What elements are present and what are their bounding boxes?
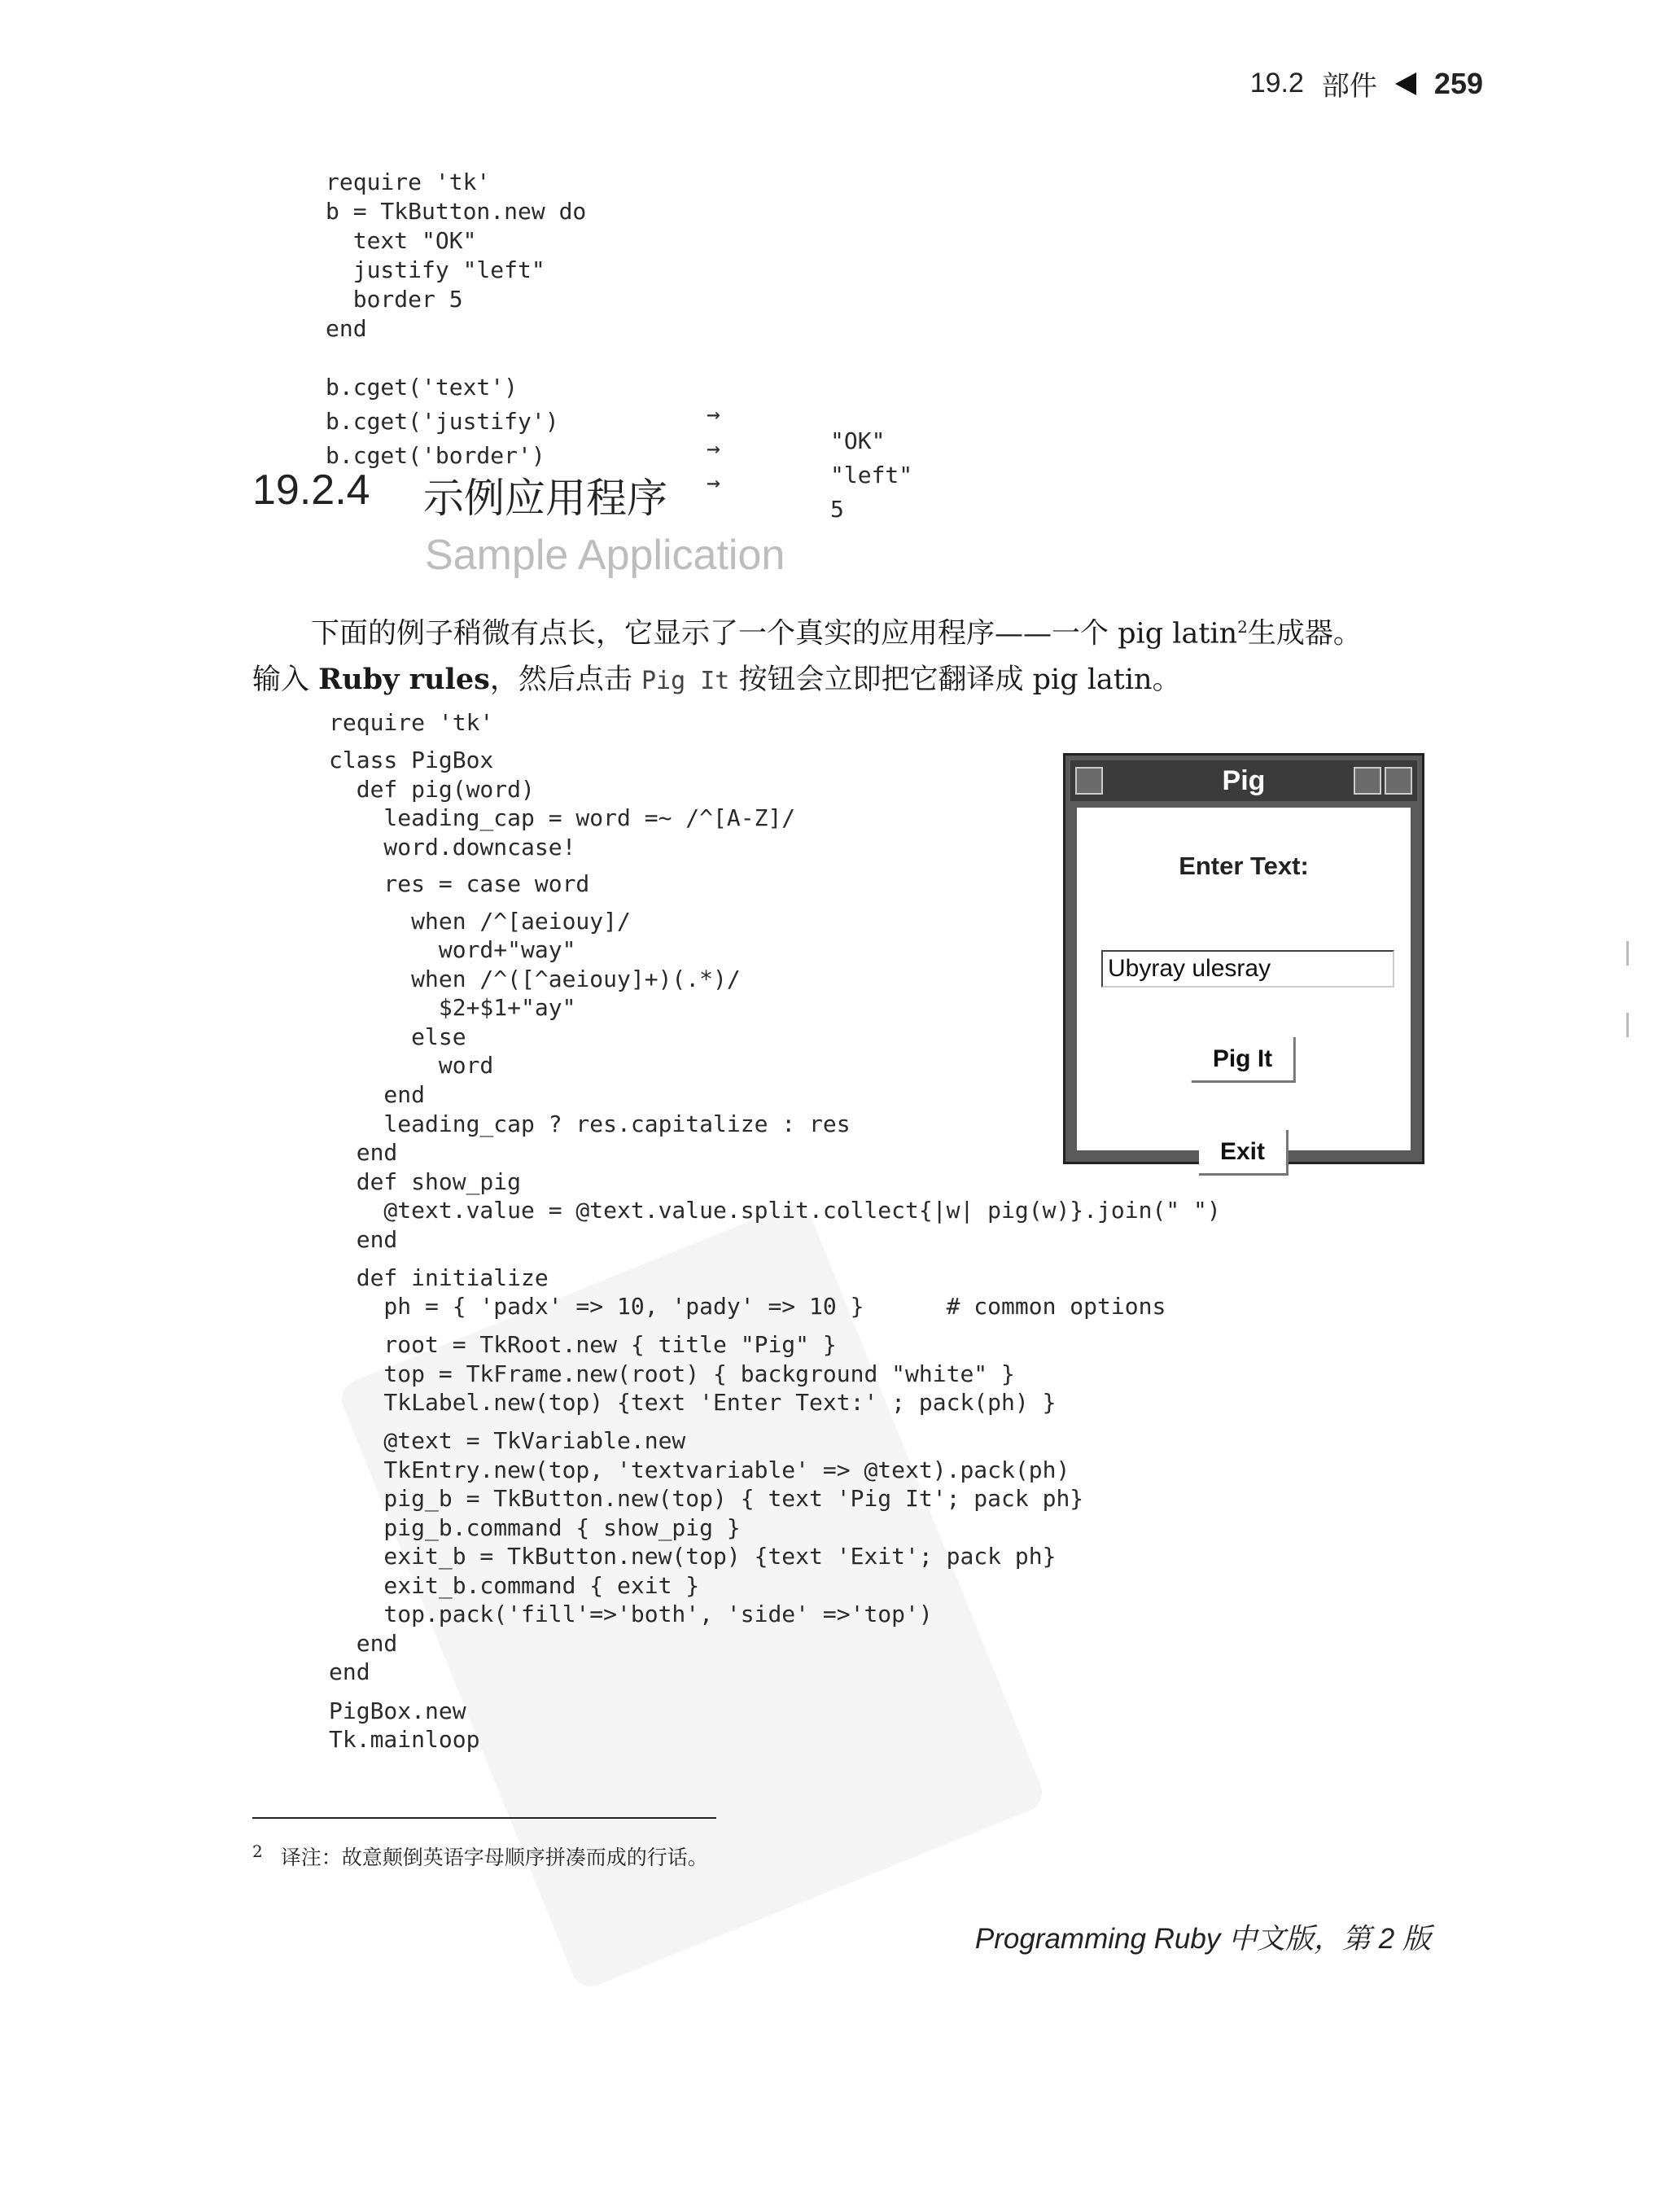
code-line: top = TkFrame.new(root) { background "white" } [329,1360,1015,1387]
paragraph-text: 按钮会立即把它翻译成 pig latin。 [729,663,1181,696]
cget-value: "OK" [830,427,886,454]
pig-app-window [1063,753,1424,1164]
header-chapter: 部件 [1321,71,1377,102]
paragraph-line-2 [252,657,1433,704]
code-block-tkbutton [326,168,895,347]
code-line: end [329,1658,370,1685]
code-line: res = case word [329,870,590,897]
code-line: def pig(word) [329,776,535,803]
cget-value: "left" [830,462,913,488]
result-arrow: → [707,435,720,462]
code-line: class PigBox [329,747,494,773]
code-line: @text.value = @text.value.split.collect{|w| pig(w)}.join(" ") [329,1197,1221,1224]
code-line: TkEntry.new(top, 'textvariable' => @text).pack(ph) [329,1456,1070,1483]
intro-paragraph [252,604,1433,704]
code-line: end [329,1139,398,1166]
code-line: def show_pig [329,1168,522,1195]
footnote-rule [252,1817,716,1819]
code-line: ph = { 'padx' => 10, 'pady' => 10 } # common options [329,1293,1166,1320]
window-menu-icon[interactable] [1075,767,1103,795]
code-line: PigBox.new [329,1697,466,1724]
code-line: require 'tk' [326,169,491,195]
footnote-number: 2 [252,1842,263,1861]
code-line: require 'tk' [329,709,494,736]
code-line: top.pack('fill'=>'both', 'side' =>'top') [329,1601,933,1627]
page-footer: Programming Ruby 中文版，第 2 版 [974,1923,1431,1955]
code-line: end [326,315,367,342]
pig-it-button[interactable]: Pig It [1192,1037,1296,1083]
footnote [252,1842,708,1871]
code-line: border 5 [326,286,463,313]
window-title: Pig [1222,764,1266,796]
code-line: pig_b.command { show_pig } [329,1514,741,1541]
footnote-ref: 2 [1237,617,1248,637]
bold-example: Ruby rules [318,662,490,696]
inline-code: Pig It [641,666,730,695]
enter-text-label: Enter Text: [1179,852,1309,880]
section-subtitle: Sample Application [425,532,785,579]
paragraph-text: 下面的例子稍微有点长，它显示了一个真实的应用程序——一个 pig latin [311,617,1238,650]
code-line: @text = TkVariable.new [329,1427,686,1454]
header-section-number: 19.2 [1249,68,1304,99]
code-line: word [329,1052,494,1079]
code-line: justify "left" [326,256,545,283]
maximize-icon[interactable] [1385,767,1412,795]
code-line: text "OK" [326,227,477,254]
text-entry[interactable] [1101,950,1394,988]
code-line: when /^[aeiouy]/ [329,908,631,935]
running-head [1250,64,1483,103]
window-content [1077,808,1411,1165]
exit-button[interactable]: Exit [1199,1130,1289,1176]
code-line: root = TkRoot.new { title "Pig" } [329,1331,837,1358]
minimize-icon[interactable] [1354,767,1381,795]
code-line: b = TkButton.new do [326,198,587,225]
result-arrow: → [707,469,720,496]
cget-expression: b.cget('text') [326,374,518,401]
cget-expression: b.cget('border') [326,442,545,469]
code-line: exit_b.command { exit } [329,1572,700,1599]
code-line: else [329,1023,466,1050]
cget-expression: b.cget('justify') [326,408,559,435]
paragraph-text: ，然后点击 [489,663,641,696]
code-line: end [329,1226,398,1253]
code-line: when /^([^aeiouy]+)(.*)/ [329,966,741,992]
code-line: end [329,1630,398,1657]
code-line: leading_cap ? res.capitalize : res [329,1110,851,1137]
code-line: leading_cap = word =~ /^[A-Z]/ [329,804,796,831]
section-title: 示例应用程序 [423,475,667,522]
section-number: 19.2.4 [252,466,370,514]
scan-mark [1626,941,1629,966]
window-titlebar[interactable] [1070,760,1417,801]
paragraph-text: 输入 [252,663,319,696]
result-arrow: → [707,401,720,427]
left-arrow-icon [1395,72,1416,95]
code-line: end [329,1081,426,1108]
code-line: Tk.mainloop [329,1726,480,1753]
code-line: TkLabel.new(top) {text 'Enter Text:' ; pack(ph) } [329,1389,1057,1416]
code-line: pig_b = TkButton.new(top) { text 'Pig It'; pack ph} [329,1485,1084,1512]
code-line: word+"way" [329,936,576,963]
code-line: exit_b = TkButton.new(top) {text 'Exit'; pack ph} [329,1543,1057,1570]
paragraph-line-1 [252,604,1433,657]
paragraph-text: 生成器。 [1247,617,1362,650]
scan-mark [1626,1013,1629,1037]
code-line: $2+$1+"ay" [329,994,576,1021]
footnote-text: 译注：故意颠倒英语字母顺序拼凑而成的行话。 [280,1846,708,1870]
code-line: word.downcase! [329,834,576,861]
page-number: 259 [1433,66,1483,100]
code-line: def initialize [329,1264,549,1291]
cget-value: 5 [830,496,844,523]
